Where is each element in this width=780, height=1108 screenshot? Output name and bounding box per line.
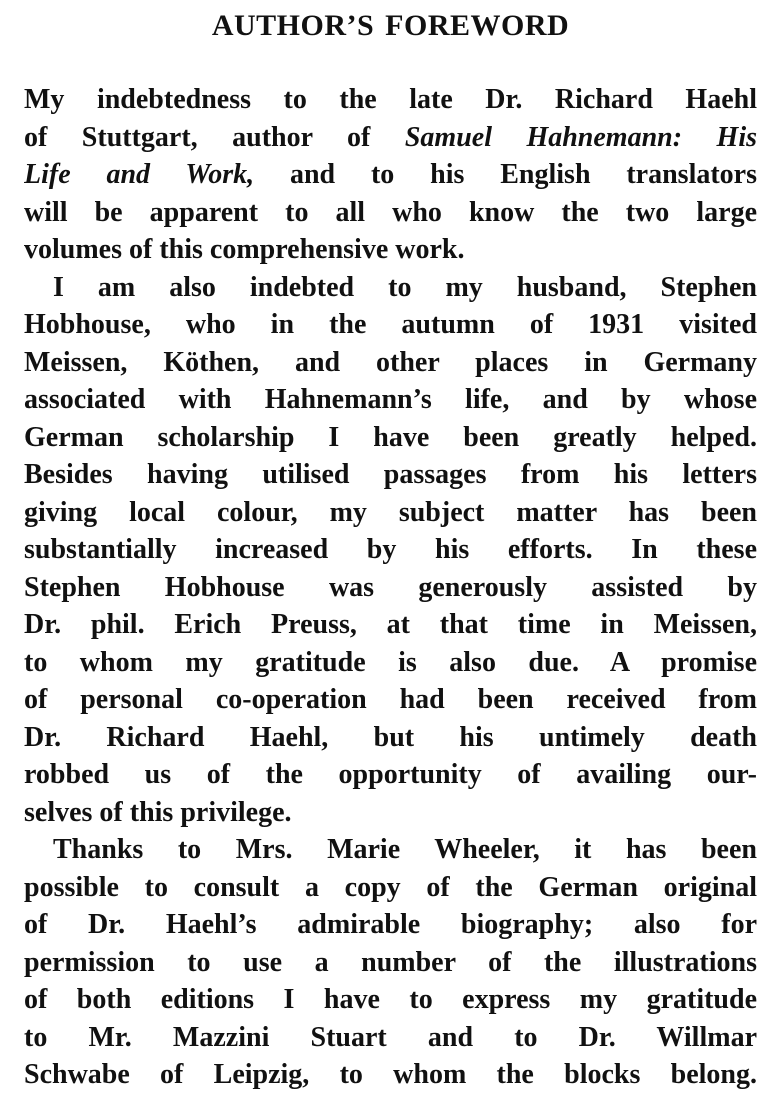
text-line [24,1019,757,1057]
text-line [24,831,757,869]
text-line [24,981,757,1019]
text-span: giving local colour, my subject matter has been [24,496,757,528]
text-span: will be apparent to all who know the two large [24,196,757,228]
text-line [24,269,757,307]
text-span: of personal co-operation had been received from [24,684,757,715]
text-span: of Stuttgart, author of [24,121,405,153]
book-title-italic: Life and Work, [24,159,255,190]
text-line [24,681,757,719]
text-span: Thanks to Mrs. Marie Wheeler, it has been [53,834,757,865]
text-line [24,494,757,532]
paragraph-3 [24,831,757,1094]
paragraph-2 [24,269,757,832]
text-span: Meissen, Köthen, and other places in Germany [24,346,757,378]
foreword-body [24,81,757,1094]
text-line [24,456,757,494]
text-span: My indebtedness to the late Dr. Richard Haehl [24,84,757,115]
text-line [24,644,757,682]
book-title-italic: Samuel Hahnemann: His [404,121,757,153]
text-line [24,606,757,644]
text-span: selves of this privilege. [24,796,292,828]
text-span: volumes of this comprehensive work. [24,234,465,265]
text-span: of both editions I have to express my gratitude [24,984,757,1015]
text-line [24,756,757,794]
text-span: to Mr. Mazzini Stuart and to Dr. Willmar [24,1021,757,1053]
text-line [24,419,757,457]
text-line [24,306,757,344]
paragraph-1 [24,81,757,269]
text-span: Schwabe of Leipzig, to whom the blocks belong. [24,1059,757,1090]
text-span: possible to consult a copy of the German original [24,871,757,903]
text-line [24,194,757,232]
text-line [24,869,757,907]
text-span: Hobhouse, who in the autumn of 1931 visited [24,309,757,340]
text-span: permission to use a number of the illustrations [24,946,757,978]
text-line [24,231,757,269]
text-span: substantially increased by his efforts. In these [24,534,757,565]
book-page [24,0,757,1108]
text-line [24,569,757,607]
text-line [24,156,757,194]
text-span: to whom my gratitude is also due. A promise [24,646,757,678]
text-span: German scholarship I have been greatly helped. [24,421,757,453]
text-span: Dr. Richard Haehl, but his untimely death [24,721,757,753]
text-line [24,719,757,757]
text-line [24,344,757,382]
text-span: of Dr. Haehl’s admirable biography; also for [24,909,757,940]
text-span: and to his English translators [254,159,757,190]
page-heading: AUTHOR’S FOREWORD [211,9,570,42]
text-line [24,381,757,419]
text-span: associated with Hahnemann’s life, and by whose [24,384,757,415]
text-span: Stephen Hobhouse was generously assisted by [24,571,757,603]
text-line [24,906,757,944]
text-line [24,531,757,569]
text-line [24,1056,757,1094]
text-span: Besides having utilised passages from his letters [24,459,757,490]
text-line [24,794,757,832]
text-line [24,119,757,157]
text-span: robbed us of the opportunity of availing our- [24,759,757,790]
text-span: I am also indebted to my husband, Stephen [53,271,757,303]
text-span: Dr. phil. Erich Preuss, at that time in Meissen, [24,609,757,640]
text-line [24,81,757,119]
text-line [24,944,757,982]
